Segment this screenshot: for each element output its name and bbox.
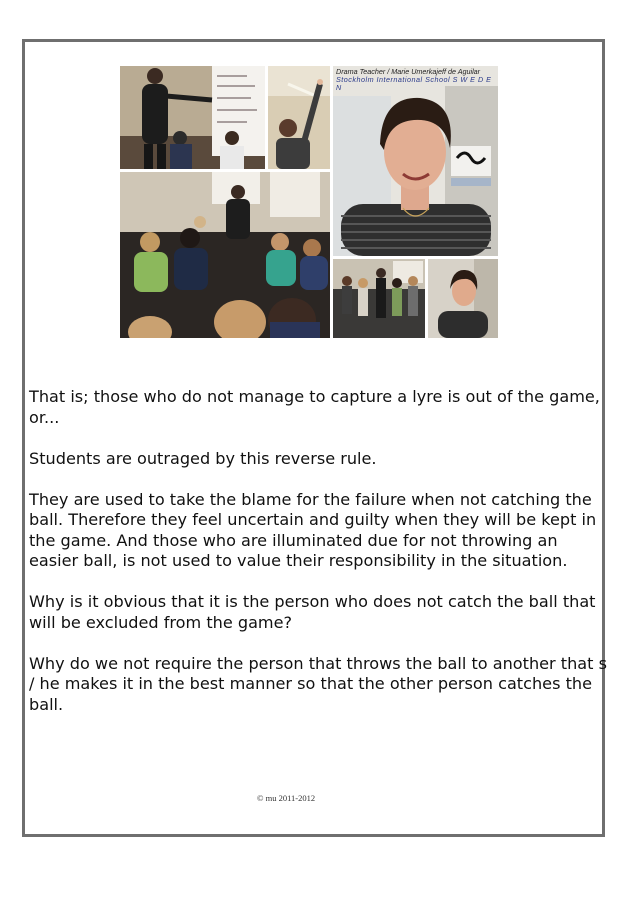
paragraph: Why do we not require the person that throws the ball to another that s / he makes it in the best manner so that the other person catches the ball. xyxy=(29,653,607,714)
caption-line-2: Stockholm International School S W E D E N xyxy=(336,75,492,92)
copyright-footer: © mu 2011-2012 xyxy=(257,793,316,803)
caption-line-1: Drama Teacher / Marie Umerkajeff de Aguilar xyxy=(336,67,481,76)
photo-caption xyxy=(333,66,498,94)
photo-pointing xyxy=(268,66,330,169)
paragraph: They are used to take the blame for the failure when not catching the ball. Therefore they feel uncertain and guilty when they will be kept in the game. And those who are illuminated due for not throwing an easier ball, is not used to value their responsibility in the situation. xyxy=(29,489,597,570)
photo-students-circle xyxy=(120,172,330,338)
photo-collage xyxy=(120,66,498,338)
photo-teacher-whiteboard xyxy=(120,66,265,169)
paragraph: That is; those who do not manage to capture a lyre is out of the game, or... xyxy=(29,387,600,427)
photo-students-standing xyxy=(333,259,425,338)
photo-teacher-seated xyxy=(428,259,498,338)
paragraph: Students are outraged by this reverse rule. xyxy=(29,448,377,468)
article-text xyxy=(29,387,609,736)
photo-portrait-teacher xyxy=(333,66,498,256)
page-frame xyxy=(22,39,605,837)
paragraph: Why is it obvious that it is the person who does not catch the ball that will be excluded from the game? xyxy=(29,592,596,632)
